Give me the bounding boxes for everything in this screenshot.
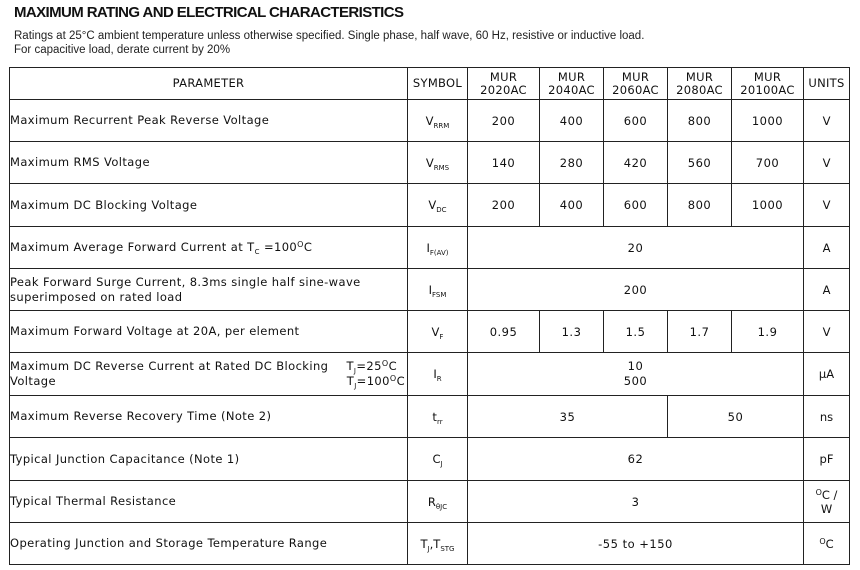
- part-number: 2060AC: [612, 82, 659, 97]
- symbol-ir: $I_R$: [408, 353, 468, 396]
- param-ifav: Maximum Average Forward Current at $T_C =100^OC$: [10, 227, 408, 269]
- param-vrrm: Maximum Recurrent Peak Reverse Voltage: [10, 100, 408, 142]
- value-cell: 420: [604, 142, 668, 184]
- value-cell: 560: [668, 142, 732, 184]
- header-symbol: SYMBOL: [408, 68, 468, 100]
- header-part-2: [540, 68, 604, 100]
- unit-cell: V: [804, 100, 850, 142]
- table-row: [10, 184, 850, 227]
- value-cell: 800: [668, 100, 732, 142]
- table-row: [10, 227, 850, 269]
- unit-cell: V: [804, 184, 850, 227]
- ratings-table: [9, 67, 850, 565]
- value-cell: 1.9: [732, 311, 804, 353]
- symbol-vdc: $V_{DC}$: [408, 184, 468, 227]
- header-row: [10, 68, 850, 100]
- value-cell: 200: [468, 100, 540, 142]
- value-cell: 400: [540, 184, 604, 227]
- value-cell: 35: [468, 396, 668, 438]
- part-number: 2040AC: [548, 82, 595, 97]
- param-ir: Maximum DC Reverse Current at Rated DC Blocking $T_J=25^OC$ Voltage $T_J=100^OC$: [10, 353, 408, 396]
- value-cell: 140: [468, 142, 540, 184]
- table-row: [10, 353, 850, 396]
- param-temp: Operating Junction and Storage Temperature Range: [10, 523, 408, 565]
- header-part-1: [468, 68, 540, 100]
- value-cell: 1000: [732, 100, 804, 142]
- value-cell: 200: [468, 184, 540, 227]
- symbol-cj: $C_J$: [408, 438, 468, 481]
- unit-cell: V: [804, 142, 850, 184]
- header-part-4: [668, 68, 732, 100]
- symbol-ifsm: $I_{FSM}$: [408, 269, 468, 311]
- unit-cell: V: [804, 311, 850, 353]
- symbol-vf: $V_F$: [408, 311, 468, 353]
- part-number: 2020AC: [480, 82, 527, 97]
- value-cell: -55 to +150: [468, 523, 804, 565]
- value-cell: 700: [732, 142, 804, 184]
- value-cell: 1.3: [540, 311, 604, 353]
- symbol-vrms: $V_{RMS}$: [408, 142, 468, 184]
- value-cell: 280: [540, 142, 604, 184]
- value-cell: 400: [540, 100, 604, 142]
- table-row: [10, 481, 850, 523]
- param-vf: Maximum Forward Voltage at 20A, per element: [10, 311, 408, 353]
- header-part-3: [604, 68, 668, 100]
- condition-100c: $T_J=100^OC$: [346, 374, 405, 390]
- part-prefix: MUR: [685, 69, 714, 84]
- unit-cell: $^O$C: [804, 523, 850, 565]
- derating-note: For capacitive load, derate current by 20%: [14, 44, 231, 56]
- value-cell: 1.5: [604, 311, 668, 353]
- value-cell: 10 500: [468, 353, 804, 396]
- part-number: 2080AC: [676, 82, 723, 97]
- unit-cell: A: [804, 269, 850, 311]
- value-cell: 0.95: [468, 311, 540, 353]
- table-row: [10, 269, 850, 311]
- value-cell: 1.7: [668, 311, 732, 353]
- table-row: [10, 311, 850, 353]
- value-cell: 800: [668, 184, 732, 227]
- value-cell: 20: [468, 227, 804, 269]
- symbol-temp: $T_J,T_{STG}$: [408, 523, 468, 565]
- part-prefix: MUR: [753, 69, 782, 84]
- unit-cell: A: [804, 227, 850, 269]
- symbol-trr: $t_{rr}$: [408, 396, 468, 438]
- symbol-ifav: $I_{F(AV)}$: [408, 227, 468, 269]
- unit-cell: $^O$C / W: [804, 481, 850, 523]
- page-title: MAXIMUM RATING AND ELECTRICAL CHARACTERISTICS: [14, 4, 404, 21]
- param-cj: Typical Junction Capacitance (Note 1): [10, 438, 408, 481]
- table-row: [10, 523, 850, 565]
- symbol-vrrm: $V_{RRM}$: [408, 100, 468, 142]
- value-cell: 600: [604, 100, 668, 142]
- value-cell: 600: [604, 184, 668, 227]
- table-row: [10, 142, 850, 184]
- part-prefix: MUR: [489, 69, 518, 84]
- unit-cell: pF: [804, 438, 850, 481]
- param-vrms: Maximum RMS Voltage: [10, 142, 408, 184]
- value-cell: 3: [468, 481, 804, 523]
- part-number: 20100AC: [740, 82, 795, 97]
- unit-cell: ns: [804, 396, 850, 438]
- ratings-note: Ratings at 25°C ambient temperature unless otherwise specified. Single phase, half wave, 60 Hz, resistive or inductive load.: [14, 30, 645, 42]
- value-cell: 50: [668, 396, 804, 438]
- header-units: UNITS: [804, 68, 850, 100]
- part-prefix: MUR: [557, 69, 586, 84]
- header-part-5: [732, 68, 804, 100]
- table-row: [10, 396, 850, 438]
- table-row: [10, 100, 850, 142]
- table-row: [10, 438, 850, 481]
- header-parameter: PARAMETER: [10, 68, 408, 100]
- param-ifsm: Peak Forward Surge Current, 8.3ms single half sine-wave superimposed on rated load: [10, 269, 408, 311]
- param-trr: Maximum Reverse Recovery Time (Note 2): [10, 396, 408, 438]
- condition-25c: $T_J=25^OC$: [346, 359, 397, 375]
- value-cell: 1000: [732, 184, 804, 227]
- param-vdc: Maximum DC Blocking Voltage: [10, 184, 408, 227]
- unit-cell: µA: [804, 353, 850, 396]
- symbol-rth: $R_{\theta JC}$: [408, 481, 468, 523]
- value-cell: 200: [468, 269, 804, 311]
- part-prefix: MUR: [621, 69, 650, 84]
- value-cell: 62: [468, 438, 804, 481]
- param-rth: Typical Thermal Resistance: [10, 481, 408, 523]
